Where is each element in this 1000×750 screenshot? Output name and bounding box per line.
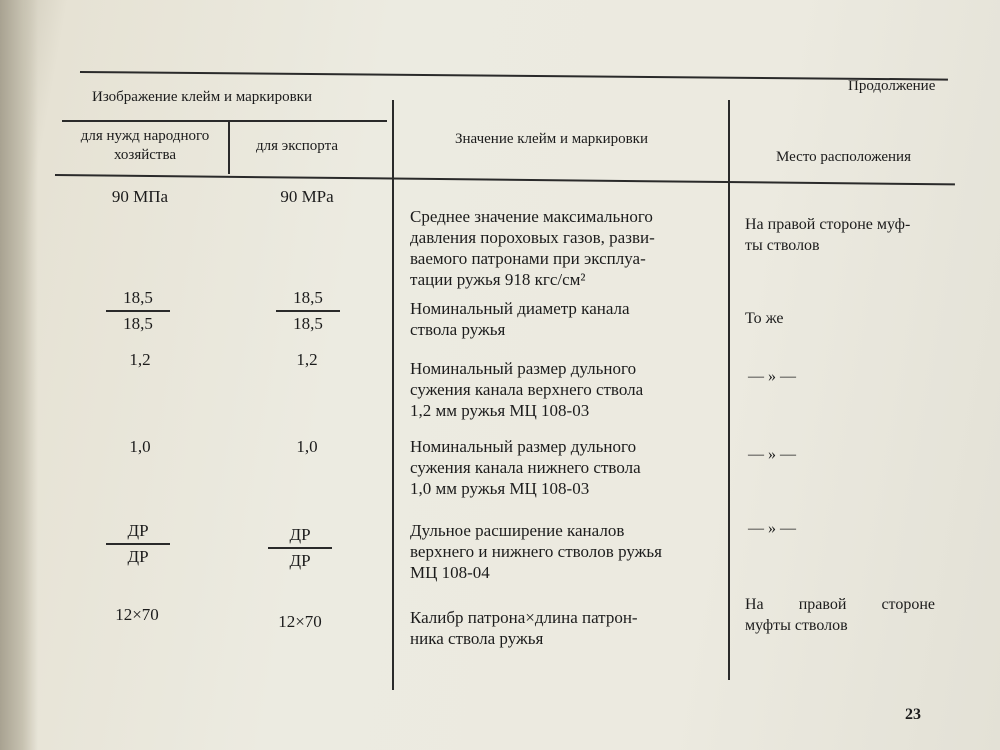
row5-domestic-fraction-bar — [106, 543, 170, 545]
row3-export-mark: 1,2 — [296, 350, 318, 369]
row4-location: — » — — [748, 446, 796, 463]
row3-domestic-mark: 1,2 — [129, 350, 151, 369]
row3-meaning — [410, 358, 720, 421]
row5-export-denominator: ДР — [289, 551, 311, 570]
row3-meaning-line1: Номинальный размер дульного — [410, 359, 637, 378]
row3-meaning-line2: сужения канала верхнего ствола — [410, 380, 644, 399]
row2-export-fraction-bar — [276, 310, 340, 312]
row2-domestic-denominator: 18,5 — [123, 314, 153, 333]
meaning-header: Значение клейм и маркировки — [455, 131, 649, 147]
row5-export-fraction — [260, 524, 340, 572]
table-top-rule — [80, 71, 948, 81]
row5-meaning-line3: МЦ 108-04 — [410, 563, 490, 582]
book-spine-shadow — [0, 0, 38, 750]
row5-domestic-numerator: ДР — [127, 521, 149, 540]
page-number: 23 — [905, 706, 921, 723]
row2-export-denominator: 18,5 — [293, 314, 323, 333]
row2-meaning — [410, 298, 720, 340]
row2-domestic-fraction — [98, 287, 178, 335]
divider-domestic-export — [228, 122, 230, 174]
row2-export-fraction — [268, 287, 348, 335]
row6-location — [745, 594, 935, 636]
row1-location-line1: На правой стороне муф- — [745, 216, 911, 233]
row3-meaning-line3: 1,2 мм ружья МЦ 108-03 — [410, 401, 590, 420]
divider-marks-meaning — [392, 100, 394, 690]
row1-meaning-line3: ваемого патронами при эксплуа- — [410, 249, 646, 268]
row1-meaning-line2: давления пороховых газов, разви- — [410, 228, 655, 247]
divider-meaning-location — [728, 100, 730, 680]
row5-domestic-denominator: ДР — [127, 547, 149, 566]
export-header: для экспорта — [256, 138, 339, 154]
domestic-header-line2: хозяйства — [113, 147, 177, 163]
domestic-header — [70, 127, 220, 165]
row1-location — [745, 214, 910, 256]
row4-meaning — [410, 436, 720, 499]
row4-meaning-line3: 1,0 мм ружья МЦ 108-03 — [410, 479, 590, 498]
header-bottom-rule — [55, 174, 955, 185]
row6-export-mark: 12×70 — [278, 612, 322, 631]
row5-location: — » — — [748, 520, 796, 537]
row2-meaning-line2: ствола ружья — [410, 320, 506, 339]
row1-export-mark: 90 MPa — [280, 187, 334, 206]
location-header: Место расположения — [776, 149, 911, 165]
row6-domestic-mark: 12×70 — [115, 605, 159, 624]
row6-location-line1: На правой стороне — [745, 596, 935, 613]
subheader-rule — [62, 120, 387, 122]
row5-export-fraction-bar — [268, 547, 332, 549]
row3-location: — » — — [748, 368, 796, 385]
marks-group-header: Изображение клейм и маркировки — [92, 89, 312, 105]
row2-domestic-numerator: 18,5 — [123, 288, 153, 307]
row4-meaning-line1: Номинальный размер дульного — [410, 437, 637, 456]
row6-meaning-line2: ника ствола ружья — [410, 629, 544, 648]
row6-location-line2: муфты стволов — [745, 617, 848, 634]
row5-meaning-line1: Дульное расширение каналов — [410, 521, 625, 540]
row1-location-line2: ты стволов — [745, 237, 820, 254]
row1-domestic-mark: 90 МПа — [111, 187, 169, 206]
row1-meaning — [410, 206, 720, 290]
row4-export-mark: 1,0 — [296, 437, 318, 456]
row4-meaning-line2: сужения канала нижнего ствола — [410, 458, 641, 477]
row6-meaning — [410, 607, 720, 649]
row4-domestic-mark: 1,0 — [129, 437, 151, 456]
row5-meaning-line2: верхнего и нижнего стволов ружья — [410, 542, 662, 561]
row5-export-numerator: ДР — [289, 525, 311, 544]
row2-location: То же — [745, 310, 784, 327]
domestic-header-line1: для нужд народного — [80, 128, 210, 144]
row2-export-numerator: 18,5 — [293, 288, 323, 307]
row5-domestic-fraction — [98, 520, 178, 568]
row1-meaning-line4: тации ружья 918 кгс/см² — [410, 270, 586, 289]
row2-domestic-fraction-bar — [106, 310, 170, 312]
continued-label: Продолжение — [848, 78, 936, 94]
row2-meaning-line1: Номинальный диаметр канала — [410, 299, 630, 318]
row5-meaning — [410, 520, 720, 583]
row6-meaning-line1: Калибр патрона×длина патрон- — [410, 608, 638, 627]
row1-meaning-line1: Среднее значение максимального — [410, 207, 653, 226]
